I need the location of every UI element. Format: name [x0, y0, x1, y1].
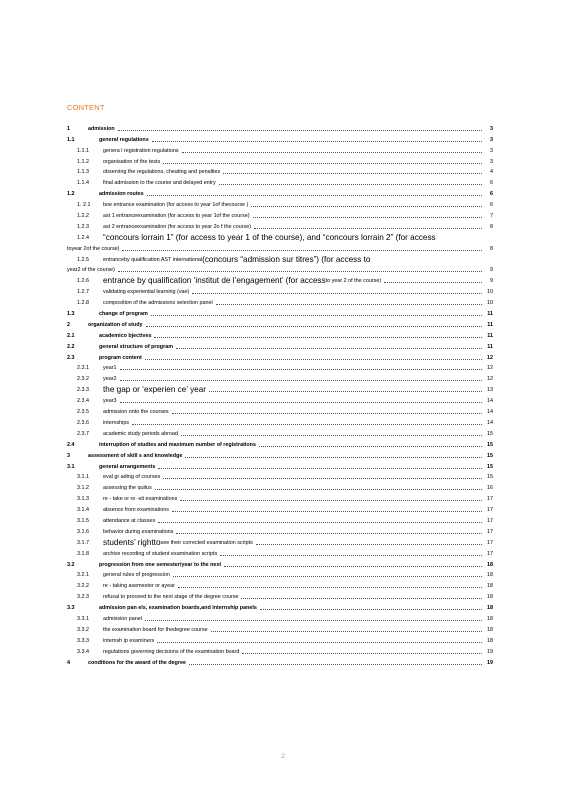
toc-entry-page: 10 [487, 289, 493, 296]
toc-leader-dots [176, 342, 482, 349]
toc-leader-dots [151, 309, 482, 316]
toc-entry-page: 16 [487, 485, 493, 492]
toc-entry-page: 12 [487, 354, 493, 361]
toc-entry-title: admission panel [103, 615, 142, 622]
toc-entry[interactable] [67, 175, 493, 186]
toc-entry-title: composition of the admissions selection panel [103, 300, 213, 307]
toc-entry[interactable] [67, 459, 493, 470]
toc-entry-title-emphasis: entrance by qualification ‘institut de l’engagement’ (for access [103, 276, 326, 286]
toc-entry-number: 3.3.1 [77, 615, 89, 622]
toc-entry-number: 2.4 [67, 441, 75, 448]
toc-entry-title: academic study periods abroad [103, 430, 178, 437]
toc-entry[interactable] [67, 273, 493, 284]
toc-entry-page: 14 [487, 409, 493, 416]
toc-entry-number: 3.3.2 [77, 626, 89, 633]
toc-entry[interactable] [67, 241, 493, 252]
toc-entry[interactable] [67, 230, 493, 241]
toc-entry-title: general regulations [99, 136, 149, 143]
toc-leader-dots [253, 211, 482, 218]
toc-entry[interactable] [67, 339, 493, 350]
toc-entry-title: interruption of studies and maximum number of registrations [99, 441, 256, 448]
toc-leader-dots [242, 647, 482, 654]
toc-entry-page: 6 [490, 191, 493, 198]
toc-entry-title: genera l registration regulations [103, 147, 179, 154]
toc-entry-title: admission routes [99, 191, 144, 198]
toc-entry-title: ast 2 entranceexamination (for access to year 2o f the course) [103, 223, 252, 230]
toc-entry[interactable] [67, 655, 493, 666]
toc-leader-dots [180, 494, 482, 501]
toc-leader-dots [181, 429, 482, 436]
toc-entry-title: the examination board for thedegree course [103, 626, 208, 633]
toc-leader-dots [122, 244, 482, 251]
toc-entry-page: 4 [490, 169, 493, 176]
toc-entry-title: eval gr ading of courses [103, 474, 161, 481]
toc-entry[interactable] [67, 611, 493, 622]
toc-entry-page: 3 [490, 158, 493, 165]
toc-entry-title: conditions for the award of the degree [88, 659, 186, 666]
toc-entry-title: to year 2 of the course) [325, 278, 382, 285]
toc-entry-title: academico bjectives [99, 332, 152, 339]
toc-leader-dots [158, 462, 482, 469]
toc-entry-title: general arrangements [99, 463, 156, 470]
table-of-contents [67, 121, 493, 666]
toc-entry-number: 3.1.2 [77, 485, 89, 492]
toc-entry-number: 3.1 [67, 463, 75, 470]
toc-entry-number: 2.3.7 [77, 430, 89, 437]
toc-entry-title: year3 [103, 398, 117, 405]
toc-entry[interactable] [67, 568, 493, 579]
toc-entry-number: 3.1.5 [77, 517, 89, 524]
toc-entry-page: 7 [490, 213, 493, 220]
toc-entry-number: 3.2.1 [77, 572, 89, 579]
toc-entry-number: 3.1.7 [77, 539, 89, 546]
toc-entry-page: 9 [490, 267, 493, 274]
toc-entry[interactable] [67, 186, 493, 197]
toc-entry-title: ast 1 entranceexamination (for access to year 1of the course) [103, 213, 250, 220]
toc-leader-dots [147, 189, 482, 196]
toc-entry-number: 1.2.6 [77, 278, 89, 285]
toc-entry-number: 2.3.1 [77, 365, 89, 372]
toc-entry[interactable] [67, 535, 493, 546]
toc-entry-number: 3.3 [67, 605, 75, 612]
toc-entry-number: 1.1.1 [77, 147, 89, 154]
toc-entry[interactable] [67, 317, 493, 328]
toc-entry-page: 18 [487, 605, 493, 612]
toc-leader-dots [182, 146, 482, 153]
toc-entry-page: 18 [487, 561, 493, 568]
toc-entry-title: year2 of the course) [67, 267, 115, 274]
toc-entry-title: program content [99, 354, 142, 361]
toc-entry-page: 11 [487, 343, 493, 350]
toc-leader-dots [251, 200, 482, 207]
toc-entry[interactable] [67, 208, 493, 219]
page-number: 2 [281, 753, 285, 760]
toc-entry-number: 1.2.7 [77, 289, 89, 296]
toc-entry-number: 1.1.2 [77, 158, 89, 165]
toc-leader-dots [185, 451, 482, 458]
toc-entry-number: 2.3 [67, 354, 75, 361]
toc-entry-page: 15 [487, 474, 493, 481]
toc-entry-title: refusal to proceed to the next stage of the degree course [103, 594, 239, 601]
toc-entry-page: 17 [487, 539, 493, 546]
toc-leader-dots [256, 538, 482, 545]
toc-entry-title-emphasis: the gap or ‘experien ce’ year [103, 385, 207, 395]
toc-entry-page: 17 [487, 507, 493, 514]
toc-entry-page: 15 [487, 430, 493, 437]
toc-entry-number: 1 [67, 125, 70, 132]
toc-entry[interactable] [67, 350, 493, 361]
toc-entry[interactable] [67, 437, 493, 448]
toc-entry[interactable] [67, 165, 493, 176]
toc-leader-dots [189, 658, 482, 665]
toc-entry-page: 17 [487, 550, 493, 557]
toc-leader-dots [173, 570, 482, 577]
toc-entry-number: 3.1.1 [77, 474, 89, 481]
toc-leader-dots [192, 287, 482, 294]
toc-entry-title: boe entrance examination (for access to year 1of thecourse ) [103, 202, 249, 209]
toc-entry-number: 3.1.6 [77, 528, 89, 535]
toc-entry-number: 3.1.3 [77, 496, 89, 503]
toc-entry-page: 18 [487, 637, 493, 644]
toc-entry[interactable] [67, 393, 493, 404]
toc-leader-dots [120, 363, 483, 370]
toc-entry-title: absence from examinations [103, 507, 169, 514]
toc-entry[interactable] [67, 513, 493, 524]
toc-entry-number: 2.3.6 [77, 419, 89, 426]
toc-leader-dots [384, 276, 482, 283]
toc-entry[interactable] [67, 263, 493, 274]
toc-entry-page: 6 [490, 202, 493, 209]
toc-entry-page: 17 [487, 517, 493, 524]
toc-entry[interactable] [67, 448, 493, 459]
toc-entry-page: 15 [487, 463, 493, 470]
toc-entry-number: 3.2.3 [77, 594, 89, 601]
toc-leader-dots [152, 135, 482, 142]
toc-entry-title: internships [103, 419, 130, 426]
toc-entry[interactable] [67, 578, 493, 589]
toc-entry-title: year2 [103, 376, 117, 383]
toc-entry-page: 8 [490, 223, 493, 230]
toc-entry-title: “concours lorrain 1” (for access to year 1 of the course), and “concours lorrain 2” (for access [103, 232, 436, 242]
toc-entry-page: 11 [487, 311, 493, 318]
toc-heading: CONTENT [67, 103, 105, 112]
toc-entry[interactable] [67, 470, 493, 481]
toc-entry-title: final admission to the course and delayed entry [103, 180, 216, 187]
toc-entry-page: 18 [487, 572, 493, 579]
toc-leader-dots [146, 320, 482, 327]
toc-leader-dots [178, 581, 482, 588]
toc-leader-dots [172, 407, 482, 414]
toc-entry-title: admission [88, 125, 115, 132]
toc-entry-page: 9 [490, 278, 493, 285]
toc-entry-title-emphasis: (concours “admission sur titres”) (for access to [202, 254, 371, 264]
toc-leader-dots [163, 472, 482, 479]
toc-entry[interactable] [67, 480, 493, 491]
toc-entry-title: internsh ip examiners [103, 637, 155, 644]
toc-entry-page: 13 [487, 387, 493, 394]
toc-entry-page: 19 [487, 659, 493, 666]
toc-entry-number: 1.2.4 [77, 234, 89, 241]
toc-entry-title: behavior during examinations [103, 528, 174, 535]
toc-entry-number: 2.1 [67, 332, 75, 339]
toc-entry-number: 3 [67, 452, 70, 459]
toc-entry[interactable] [67, 502, 493, 513]
toc-leader-dots [176, 527, 482, 534]
toc-leader-dots [145, 614, 482, 621]
toc-entry-page: 15 [487, 441, 493, 448]
toc-leader-dots [157, 636, 482, 643]
toc-entry-page: 3 [490, 147, 493, 154]
toc-entry-page: 18 [487, 594, 493, 601]
toc-entry-number: 2.2 [67, 343, 75, 350]
toc-leader-dots [259, 440, 482, 447]
toc-entry[interactable] [67, 143, 493, 154]
toc-entry[interactable] [67, 219, 493, 230]
toc-entry-title: organisation of the tests [103, 158, 161, 165]
toc-entry-title: general rules of progression [103, 572, 170, 579]
toc-entry-page: 3 [490, 125, 493, 132]
toc-entry-title: toyear 2of the course) [67, 245, 120, 252]
toc-entry[interactable] [67, 132, 493, 143]
toc-entry-number: 1.2 [67, 191, 75, 198]
toc-leader-dots [216, 298, 482, 305]
toc-leader-dots [241, 592, 482, 599]
toc-entry[interactable] [67, 524, 493, 535]
toc-entry-number: 1.2.8 [77, 300, 89, 307]
toc-entry-number: 2 [67, 321, 70, 328]
toc-entry[interactable] [67, 426, 493, 437]
toc-entry-page: 12 [487, 376, 493, 383]
toc-entry-title-emphasis: students’ rightto [103, 537, 161, 547]
toc-leader-dots [163, 157, 482, 164]
toc-entry-page: 6 [490, 180, 493, 187]
toc-entry-number: 1.2.5 [77, 256, 89, 263]
toc-entry-number: 3.2 [67, 561, 75, 568]
toc-entry[interactable] [67, 121, 493, 132]
toc-entry-page: 17 [487, 496, 493, 503]
toc-entry-number: 3.2.2 [77, 583, 89, 590]
toc-entry[interactable] [67, 284, 493, 295]
toc-entry-page: 12 [487, 365, 493, 372]
toc-leader-dots [172, 505, 482, 512]
toc-leader-dots [223, 167, 482, 174]
toc-entry-page: 14 [487, 419, 493, 426]
toc-entry-number: 3.1.8 [77, 550, 89, 557]
toc-entry[interactable] [67, 154, 493, 165]
toc-entry-number: 1.2.3 [77, 223, 89, 230]
toc-entry-page: 18 [487, 626, 493, 633]
toc-entry-title: observing the regulations, cheating and penalties [103, 169, 221, 176]
toc-entry[interactable] [67, 382, 493, 393]
toc-entry-number: 2.3.3 [77, 387, 89, 394]
toc-entry-title: entranceby qualification AST international [103, 256, 203, 263]
toc-entry[interactable] [67, 546, 493, 557]
toc-entry[interactable] [67, 328, 493, 339]
toc-entry-title: re - taking asemester or ayear [103, 583, 175, 590]
toc-leader-dots [120, 396, 483, 403]
toc-entry[interactable] [67, 600, 493, 611]
toc-entry-title: change of program [99, 311, 148, 318]
toc-entry-page: 19 [487, 648, 493, 655]
toc-entry-page: 17 [487, 528, 493, 535]
toc-entry[interactable] [67, 361, 493, 372]
toc-entry-page: 15 [487, 452, 493, 459]
toc-leader-dots [224, 560, 482, 567]
toc-entry-title: admission onto the courses [103, 409, 169, 416]
toc-entry[interactable] [67, 589, 493, 600]
toc-entry-number: 3.3.4 [77, 648, 89, 655]
toc-entry[interactable] [67, 404, 493, 415]
toc-entry[interactable] [67, 415, 493, 426]
toc-entry-number: 1. 2.1 [77, 202, 91, 209]
toc-leader-dots [158, 516, 482, 523]
toc-entry-title: re - take or re -sit examinations [103, 496, 178, 503]
toc-entry-title: assessment of skill s and knowledge [88, 452, 183, 459]
toc-entry-title: see their corrected examination scripts [160, 539, 253, 546]
toc-entry-number: 1.1.4 [77, 180, 89, 187]
toc-entry[interactable] [67, 557, 493, 568]
toc-entry[interactable] [67, 491, 493, 502]
toc-entry[interactable] [67, 306, 493, 317]
toc-entry-number: 1.1 [67, 136, 75, 143]
toc-entry-page: 8 [490, 245, 493, 252]
toc-entry-title: admission pan els, examination boards,and internship panels [99, 605, 257, 612]
toc-entry-title: assessing the quitus [103, 485, 152, 492]
toc-entry-number: 3.3.3 [77, 637, 89, 644]
toc-entry-number: 1.3 [67, 311, 75, 318]
toc-entry[interactable] [67, 633, 493, 644]
toc-entry[interactable] [67, 197, 493, 208]
toc-leader-dots [154, 331, 482, 338]
toc-entry-number: 1.2.2 [77, 213, 89, 220]
toc-entry-number: 2.3.2 [77, 376, 89, 383]
toc-leader-dots [209, 385, 482, 392]
toc-entry-number: 4 [67, 659, 70, 666]
toc-leader-dots [155, 483, 482, 490]
toc-entry-page: 10 [487, 300, 493, 307]
toc-entry-title: validating experiential learning (vae) [103, 289, 190, 296]
toc-leader-dots [219, 178, 482, 185]
toc-entry[interactable] [67, 252, 493, 263]
toc-entry[interactable] [67, 371, 493, 382]
toc-leader-dots [254, 222, 482, 229]
toc-entry-number: 2.3.4 [77, 398, 89, 405]
toc-entry-page: 18 [487, 583, 493, 590]
toc-entry-title: general structure of program [99, 343, 173, 350]
toc-leader-dots [118, 265, 482, 272]
toc-leader-dots [132, 418, 482, 425]
toc-entry-title: progression from one semester/year to the next [99, 561, 222, 568]
toc-entry-title: organization of study [88, 321, 143, 328]
toc-entry-title: year1 [103, 365, 117, 372]
toc-leader-dots [120, 374, 483, 381]
toc-entry-number: 2.3.5 [77, 409, 89, 416]
toc-leader-dots [211, 625, 482, 632]
toc-leader-dots [118, 124, 482, 131]
toc-entry-page: 14 [487, 398, 493, 405]
toc-entry-title: archive recording of student examination scripts [103, 550, 218, 557]
toc-entry-page: 11 [487, 321, 493, 328]
toc-entry-page: 11 [487, 332, 493, 339]
toc-entry[interactable] [67, 644, 493, 655]
toc-entry-page: 18 [487, 615, 493, 622]
toc-entry-page: 3 [490, 136, 493, 143]
toc-leader-dots [145, 353, 482, 360]
toc-entry[interactable] [67, 622, 493, 633]
toc-entry-number: 1.1.3 [77, 169, 89, 176]
toc-leader-dots [260, 603, 482, 610]
toc-entry-title: regulations governing decisions of the examination board [103, 648, 240, 655]
toc-leader-dots [220, 549, 482, 556]
toc-entry-title: attendance at classes [103, 517, 156, 524]
toc-entry-number: 3.1.4 [77, 507, 89, 514]
toc-entry[interactable] [67, 295, 493, 306]
